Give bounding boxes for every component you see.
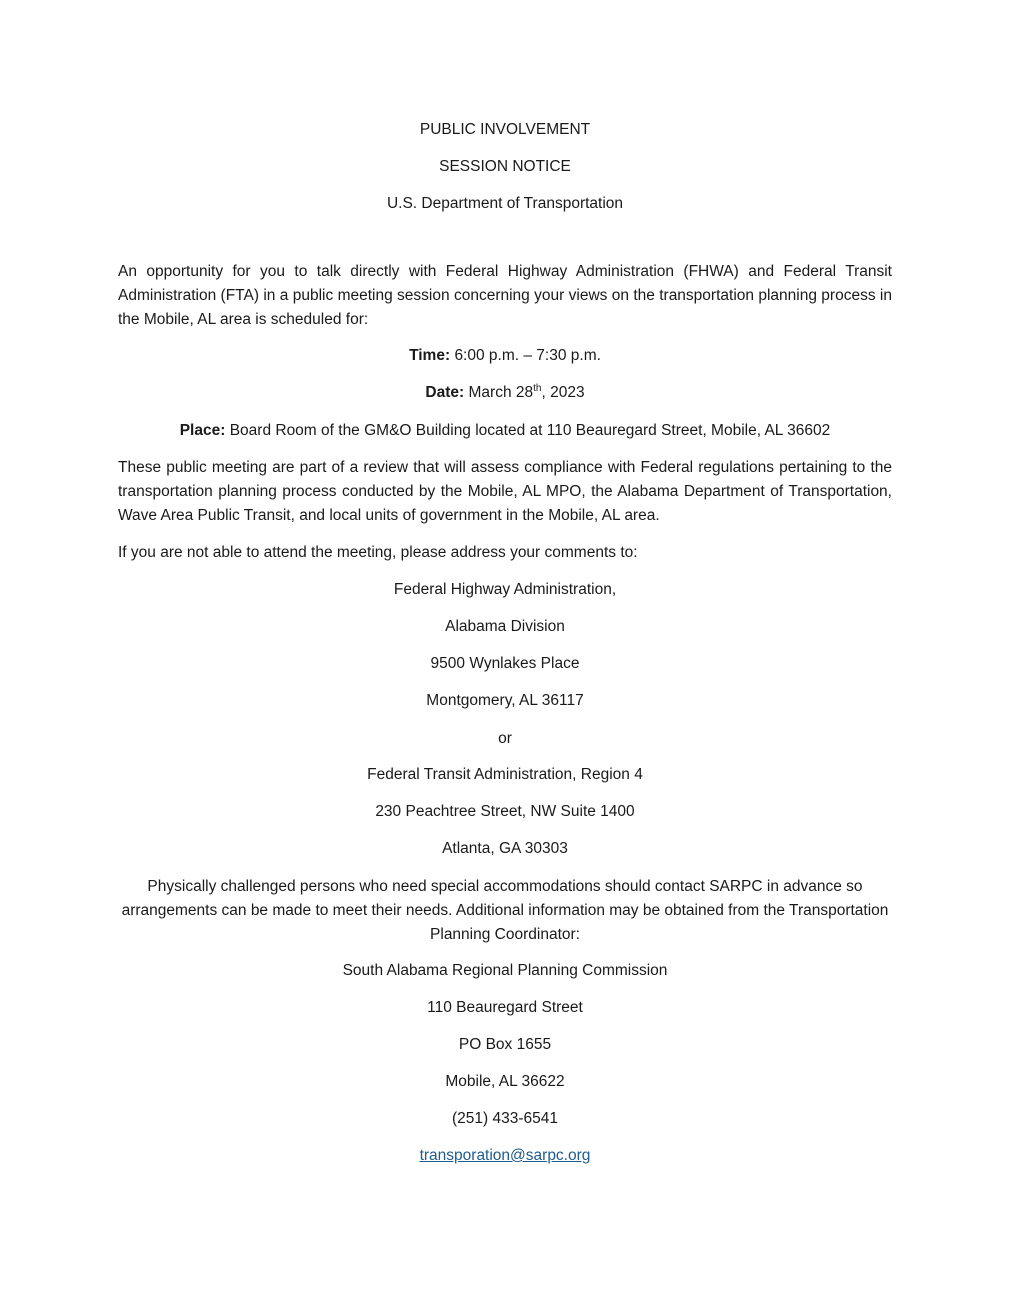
intro-paragraph: An opportunity for you to talk directly with Federal Highway Administration (FHWA) and Federal Transit Administration (FTA) in a public meeting session concerning your views on the transportation planning process in the Mobile, AL area is scheduled for: [118, 263, 892, 328]
place-value: Board Room of the GM&O Building located at 110 Beauregard Street, Mobile, AL 36602 [229, 422, 831, 439]
sarpc-name: South Alabama Regional Planning Commission [342, 962, 668, 979]
time-value: 6:00 p.m. – 7:30 p.m. [454, 347, 601, 364]
comments-intro: If you are not able to attend the meeting, please address your comments to: [118, 544, 638, 561]
sarpc-email-link[interactable]: transporation@sarpc.org [419, 1147, 591, 1164]
agency-name: U.S. Department of Transportation [386, 195, 624, 212]
fhwa-name: Federal Highway Administration, [393, 581, 617, 598]
sarpc-phone: (251) 433-6541 [452, 1110, 558, 1127]
or-separator: or [498, 730, 512, 747]
sarpc-po-box: PO Box 1655 [458, 1036, 552, 1053]
fta-city: Atlanta, GA 30303 [442, 840, 568, 857]
review-paragraph: These public meeting are part of a review that will assess compliance with Federal regulations pertaining to the transportation planning process conducted by the Mobile, AL MPO, the Alabama Department of Transportation, Wave Area Public Transit, and local units of government in the Mobile, AL area. [118, 459, 892, 524]
title-public-involvement: PUBLIC INVOLVEMENT [419, 121, 591, 138]
place-label: Place: [179, 422, 226, 439]
sarpc-city: Mobile, AL 36622 [445, 1073, 565, 1090]
title-session-notice: SESSION NOTICE [439, 158, 571, 175]
fta-name: Federal Transit Administration, Region 4 [367, 766, 643, 783]
meeting-place [0, 421, 1010, 441]
fhwa-division: Alabama Division [445, 618, 565, 635]
fta-street: 230 Peachtree Street, NW Suite 1400 [375, 803, 635, 820]
fhwa-street: 9500 Wynlakes Place [430, 655, 580, 672]
date-label: Date: [425, 384, 465, 401]
meeting-date [0, 383, 1010, 403]
meeting-time [0, 346, 1010, 366]
sarpc-email-line [0, 1146, 1010, 1166]
sarpc-street: 110 Beauregard Street [427, 999, 583, 1016]
time-label: Time: [409, 347, 451, 364]
fhwa-city: Montgomery, AL 36117 [426, 692, 584, 709]
date-value: March 28th, 2023 [468, 382, 585, 401]
accommodations-paragraph: Physically challenged persons who need special accommodations should contact SARPC in advance so arrangements can be made to meet their needs. Additional information may be obtained from the Transportation Planning Coordinator: [121, 878, 889, 943]
